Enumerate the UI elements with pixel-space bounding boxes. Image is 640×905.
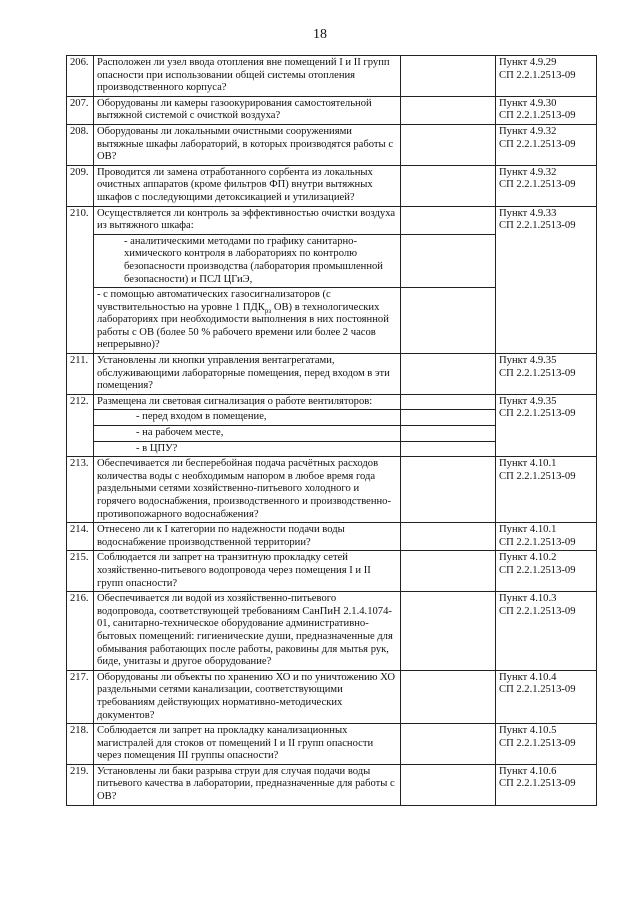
item-number: 212. bbox=[67, 394, 94, 456]
reference-clause: Пункт 4.10.1 bbox=[499, 524, 557, 536]
table-row bbox=[67, 724, 597, 765]
question-text: Соблюдается ли запрет на транзитную прокладку сетей хозяйственно-питьевого водопровода через помещения I и II групп опасности? bbox=[94, 551, 401, 592]
reference-cell bbox=[496, 724, 597, 765]
subitem-text: - перед входом в помещение, bbox=[94, 410, 401, 426]
reference-document: СП 2.2.1.2513-09 bbox=[499, 367, 576, 379]
question-text: Обеспечивается ли бесперебойная подача расчётных расходов количества воды с необходимым напором в любое время года раздельными сетями хозяйственно-питьевого холодного и горячего водоснабжения, производственного и производственно-противопожарного водоснабжения? bbox=[94, 457, 401, 523]
reference-document: СП 2.2.1.2513-09 bbox=[499, 220, 576, 232]
table-row bbox=[67, 551, 597, 592]
answer-cell bbox=[401, 441, 496, 457]
answer-cell bbox=[401, 96, 496, 124]
table-row bbox=[67, 592, 597, 671]
reference-clause: Пункт 4.9.33 bbox=[499, 207, 557, 219]
subitem-text-part: - с помощью автоматических газосигнализаторов (с чувствительностью на уровне 1 ПДК bbox=[97, 289, 331, 313]
page-number: 18 bbox=[313, 27, 327, 42]
answer-cell bbox=[401, 206, 496, 234]
item-number: 218. bbox=[67, 724, 94, 765]
item-number: 208. bbox=[67, 124, 94, 165]
answer-cell bbox=[401, 234, 496, 287]
answer-cell bbox=[401, 394, 496, 410]
answer-cell bbox=[401, 764, 496, 805]
answer-cell bbox=[401, 551, 496, 592]
table-row bbox=[67, 124, 597, 165]
subitem-text-part: ОВ) в технологических лабораториях при необходимости выполнения в них постоянной работы с ОВ (более 50 % рабочего времени или более 2 часов непрерывно)? bbox=[97, 301, 389, 351]
question-text: Оборудованы ли объекты по хранению ХО и по уничтожению ХО раздельными сетями канализации, соответствующими требованиям действующих нормативно-методических документов? bbox=[94, 670, 401, 723]
subitem-text: - в ЦПУ? bbox=[94, 441, 401, 457]
reference-cell bbox=[496, 457, 597, 523]
answer-cell bbox=[401, 523, 496, 551]
reference-clause: Пункт 4.10.3 bbox=[499, 593, 557, 605]
reference-cell bbox=[496, 394, 597, 456]
table-row bbox=[67, 354, 597, 395]
reference-document: СП 2.2.1.2513-09 bbox=[499, 605, 576, 617]
answer-cell bbox=[401, 426, 496, 442]
item-number: 219. bbox=[67, 764, 94, 805]
answer-cell bbox=[401, 592, 496, 671]
reference-clause: Пункт 4.10.2 bbox=[499, 552, 557, 564]
question-text: Проводится ли замена отработанного сорбента из локальных очистных аппаратов (кроме фильтров ФП) внутри вытяжных шкафов с последующими детоксикацией и утилизацией? bbox=[94, 165, 401, 206]
answer-cell bbox=[401, 288, 496, 354]
table-row bbox=[67, 394, 597, 410]
reference-document: СП 2.2.1.2513-09 bbox=[499, 536, 576, 548]
answer-cell bbox=[401, 457, 496, 523]
reference-document: СП 2.2.1.2513-09 bbox=[499, 778, 576, 790]
answer-cell bbox=[401, 670, 496, 723]
item-number: 211. bbox=[67, 354, 94, 395]
table-row bbox=[67, 165, 597, 206]
reference-cell bbox=[496, 592, 597, 671]
reference-document: СП 2.2.1.2513-09 bbox=[499, 564, 576, 576]
table-row bbox=[67, 206, 597, 234]
answer-cell bbox=[401, 724, 496, 765]
reference-clause: Пункт 4.9.35 bbox=[499, 395, 557, 407]
question-text: Расположен ли узел ввода отопления вне помещений I и II групп опасности при использовании общей системы отопления производственного корпуса? bbox=[94, 56, 401, 97]
item-number: 209. bbox=[67, 165, 94, 206]
reference-document: СП 2.2.1.2513-09 bbox=[499, 470, 576, 482]
reference-document: СП 2.2.1.2513-09 bbox=[499, 737, 576, 749]
reference-document: СП 2.2.1.2513-09 bbox=[499, 684, 576, 696]
reference-cell bbox=[496, 670, 597, 723]
item-number: 214. bbox=[67, 523, 94, 551]
table-row bbox=[67, 670, 597, 723]
question-text: Обеспечивается ли водой из хозяйственно-питьевого водопровода, соответствующей требованиям СанПиН 2.1.4.1074-01, санитарно-техническое оборудование административно-бытовых помещений: гигиенические души, предназначенные для обмывания работающих после работы, раковины для мытья рук, биде, унитазы и другое оборудование? bbox=[94, 592, 401, 671]
item-number: 217. bbox=[67, 670, 94, 723]
reference-document: СП 2.2.1.2513-09 bbox=[499, 138, 576, 150]
reference-clause: Пункт 4.9.32 bbox=[499, 125, 557, 137]
item-number: 210. bbox=[67, 206, 94, 354]
reference-clause: Пункт 4.9.30 bbox=[499, 97, 557, 109]
reference-document: СП 2.2.1.2513-09 bbox=[499, 179, 576, 191]
reference-clause: Пункт 4.9.35 bbox=[499, 355, 557, 367]
question-text: Размещена ли световая сигнализация о работе вентиляторов: bbox=[94, 394, 401, 410]
question-text: Оборудованы ли локальными очистными сооружениями вытяжные шкафы лабораторий, в которых производятся работы с ОВ? bbox=[94, 124, 401, 165]
reference-clause: Пункт 4.9.32 bbox=[499, 166, 557, 178]
reference-cell bbox=[496, 124, 597, 165]
reference-clause: Пункт 4.10.1 bbox=[499, 458, 557, 470]
answer-cell bbox=[401, 124, 496, 165]
question-text: Оборудованы ли камеры газоокурирования самостоятельной вытяжной системой с очисткой воздуха? bbox=[94, 96, 401, 124]
reference-cell bbox=[496, 551, 597, 592]
table-row bbox=[67, 523, 597, 551]
reference-cell bbox=[496, 523, 597, 551]
subscript-index: рз bbox=[264, 306, 272, 315]
reference-document: СП 2.2.1.2513-09 bbox=[499, 110, 576, 122]
question-text: Осуществляется ли контроль за эффективностью очистки воздуха из вытяжного шкафа: bbox=[94, 206, 401, 234]
item-number: 213. bbox=[67, 457, 94, 523]
reference-document: СП 2.2.1.2513-09 bbox=[499, 69, 576, 81]
answer-cell bbox=[401, 165, 496, 206]
question-text: Установлены ли кнопки управления вентагрегатами, обслуживающими лабораторные помещения, перед входом в эти помещения? bbox=[94, 354, 401, 395]
reference-document: СП 2.2.1.2513-09 bbox=[499, 408, 576, 420]
reference-clause: Пункт 4.10.6 bbox=[499, 765, 557, 777]
reference-cell bbox=[496, 206, 597, 354]
question-text: Установлены ли баки разрыва струи для случая подачи воды питьевого качества в лаборатории, предназначенные для работы с ОВ? bbox=[94, 764, 401, 805]
reference-clause: Пункт 4.10.5 bbox=[499, 725, 557, 737]
item-number: 216. bbox=[67, 592, 94, 671]
reference-clause: Пункт 4.9.29 bbox=[499, 57, 557, 68]
checklist-table bbox=[66, 55, 597, 806]
subitem-text: - на рабочем месте, bbox=[94, 426, 401, 442]
table-row bbox=[67, 56, 597, 97]
table-row bbox=[67, 457, 597, 523]
table-row bbox=[67, 764, 597, 805]
answer-cell bbox=[401, 354, 496, 395]
reference-cell bbox=[496, 96, 597, 124]
answer-cell bbox=[401, 410, 496, 426]
table-row bbox=[67, 96, 597, 124]
item-number: 215. bbox=[67, 551, 94, 592]
answer-cell bbox=[401, 56, 496, 97]
subitem-text bbox=[94, 288, 401, 354]
subitem-text: - аналитическими методами по графику санитарно-химического контроля в лабораториях по контролю безопасности производства (лаборатория промышленной безопасности) и ПСЛ ЦГиЭ, bbox=[94, 234, 401, 287]
reference-clause: Пункт 4.10.4 bbox=[499, 671, 557, 683]
question-text: Отнесено ли к I категории по надежности подачи воды водоснабжение производственной территории? bbox=[94, 523, 401, 551]
item-number: 206. bbox=[67, 56, 94, 97]
reference-cell bbox=[496, 354, 597, 395]
item-number: 207. bbox=[67, 96, 94, 124]
reference-cell bbox=[496, 56, 597, 97]
question-text: Соблюдается ли запрет на прокладку канализационных магистралей для стоков от помещений I и II групп опасности через помещения III группы опасности? bbox=[94, 724, 401, 765]
reference-cell bbox=[496, 764, 597, 805]
reference-cell bbox=[496, 165, 597, 206]
